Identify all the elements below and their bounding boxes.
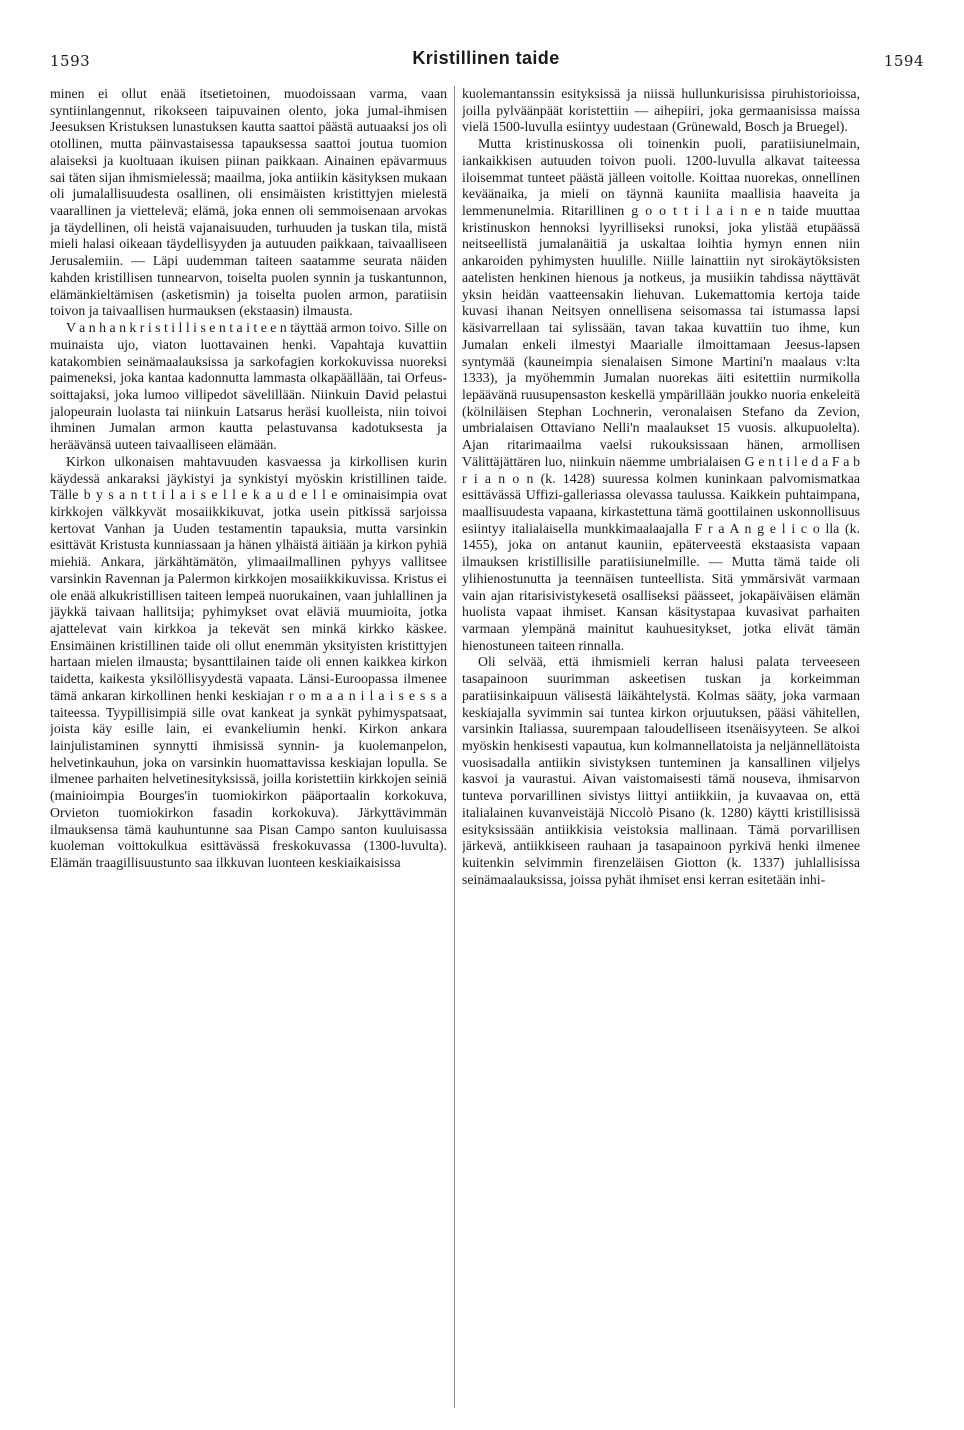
paragraph: minen ei ollut enää itsetietoinen, muodoissaan varma, vaan syntiinlangennut, rikokseen taipuvainen olento, joka jumal-ihmisen Jeesuksen Kristuksen lunastuksen kautta saattoi päästä autuaaksi jos oli otollinen, mutta päinvastaisessa tapauksessa saattoi joutua tuomion alaiseksi ja kuoltuaan ikuisen piinan paikkaan. Ainainen epävarmuus sai täten sijan ihmismielessä; maailma, joka antiikin käsityksen mukaan oli jumalallisuudesta osallinen, oli ensimäisten kristittyjen mielestä vaarallinen ja viettelevä; elämä, joka ennen oli semmoisenaan arvokas ja täydellinen, oli heistä vajanaisuuden, turhuuden ja tuskan tila, mistä mieli halasi oikeaan täydellisyyden ja autuuden paikkaan, taivaalliseen Jerusalemiin. — Läpi uudemman taiteen saatamme seurata näiden kahden kristillisen tunnearvon, toiselta puolen synnin ja tuskantunnon, elämänkieltämisen (asketismin) ja toiselta puolen armon, paratiisin toivon ja taivaallisen hurmauksen (ekstaasin) ilmausta. — [50, 86, 447, 319]
page-header — [46, 48, 926, 72]
page-number-right: 1594 — [883, 52, 924, 70]
paragraph: Kirkon ulkonaisen mahtavuuden kasvaessa ja kirkollisen kurin käydessä ankaraksi jäykistyi ja synkistyi myöskin kristillinen taide. Tälle b y s a n t t i l a i s e l l e k a u d e l l e ominaisimpia ovat kirkkojen välkkyvät mosaiikkikuvat, jotka usein pitkissä sarjoissa kertovat Vanhan ja Uuden testamentin tapauksia, mutta varsinkin esittävät Kristusta kunniassaan ja hänen ylhäistä äitiään ja kirkon pyhiä miehiä. Ankara, järkähtämätön, ylimaailmallinen pyhyys vallitsee varsinkin Ravennan ja Palermon kirkkojen mosaiikkikuvissa. Kristus ei ole enää alkukristillisen taiteen lempeä nuorukainen, vaan juhlallinen ja jäykkä taivaan hallitsija; pyhimykset ovat eläviä muumioita, jotka ajattelevat vain kirkkoa ja tekevät sen minkä kirkko käskee. Ensimäinen kristillinen taide oli ollut enemmän yksityisten kristittyjen hartaan mielen ilmausta; bysanttilainen taide oli ennen kaikkea kirkon taidetta, kaikesta yksilöllisyydestä vapaata. Länsi-Euroopassa ilmenee tämä ankaran kirkollinen henki keskiajan r o m a a n i l a i s e s s a taiteessa. Tyypillisimpiä sille ovat kankeat ja synkät pyhimyspatsaat, joista käy esille lain, ei evankeliumin henki. Kirkon ankara lainjulistaminen synnytti ihmisissä synnin- ja kuolemanpelon, helvetinkauhun, joka on varsinkin huomattavissa keskiajan lopulla. Se ilmenee parhaiten helvetinesityksissä, joilla koristettiin kirkkojen seiniä (mainioimpia Bourges'in tuomiokirkon pääportaalin korkokuva, Orvieton tuomiokirkon fasadin korkokuva). Järkyttävimmän ilmauksensa tämä kauhuntunne saa Pisan Campo santon kuuluisassa kuoleman voittokulkua esittävässä freskokuvassa (1300-luvulta). Elämän traagillisuustunto saa ilkkuvan luonteen keskiaikaisissa — [50, 453, 447, 871]
paragraph: kuolemantanssin esityksissä ja niissä hullunkurisissa piruhistorioissa, joilla pylväänpäät koristettiin — aihepiiri, joka germaanisissa maissa vielä 1500-luvulla esiintyy uudestaan (Grünewald, Bosch ja Bruegel). — [462, 86, 860, 135]
running-title: Kristillinen taide — [412, 48, 560, 68]
right-column — [462, 86, 860, 1406]
column-divider — [454, 86, 455, 1408]
page-number-left: 1593 — [50, 52, 91, 70]
paragraph: Oli selvää, että ihmismieli kerran halusi palata terveeseen tasapainoon suurimman askeetisen tuskan ja korkeimman paratiisinkaipuun välisestä läikähtelystä. Kolmas sääty, joka varmaan keskiajalla syvimmin sai tuntea kirkon orjuutuksen, pääsi vähitellen, varsinkin Italiassa, suurempaan taloudelliseen itsenäisyyteen. Se alkoi myöskin henkisesti vapautua, kun kolmannellatoista ja neljännellätoista vuosisadalla antiikin sivistyksen tunteminen ja kansallinen viljelys kasvoi ja vaurastui. Aivan vaistomaisesti tämä nouseva, ihmisarvon tunteva porvarillinen sivistys liittyi antiikkiin, ja kuvaavaa on, että italialainen kuvanveistäjä Niccolò Pisano (k. 1280) käytti kristillisissä esityksissään antiikkisia veistoksia mallinaan. Tämä porvarillisen järkevä, antiikkiseen rauhaan ja tasapainoon pyrkivä henki ilmenee kuitenkin selvimmin firenzeläisen Giotton (k. 1337) juhlallisissa seinämaalauksissa, joissa pyhät ihmiset ensi kerran esitetään inhi- — [462, 654, 860, 887]
paragraph: V a n h a n k r i s t i l l i s e n t a i t e e n täyttää armon toivo. Sille on muinaista ujo, viaton luottavainen henki. Vapahtaja kuvattiin katakombien seinämaalauksissa ja sarkofagien korkokuvissa nuoreksi paimeneksi, joka kantaa kadonnutta lammasta olkapäällään, tai Orfeus-soittajaksi, joka lumoo villipedot sävelillään. Niinkuin David pelastui jalopeurain luolasta tai niinkuin Latsarus heräsi kuolleista, niin toivoi ihminen Jumalan armon kautta pelastuvansa kadotuksesta ja heräävänsä uuteen taivaalliseen elämään. — [50, 320, 447, 453]
paragraph: Mutta kristinuskossa oli toinenkin puoli, paratiisiunelmain, iankaikkisen autuuden toivon puoli. 1200-luvulla alkavat taiteessa iloisemmat tunteet päästä jälleen voitolle. Koittaa nuorekas, onnellinen keväänaika, ja mieli on täynnä kauniita maallisia haaveita ja lemmenunelmia. Ritarillinen g o o t t i l a i n e n taide muuttaa kristinuskon hennoksi lyyrilliseksi runoksi, joka ylistää etupäässä neitseellistä jumalanäitiä ja uskaltaa loihtia hymyn ennen niin ankaroiden pyhimysten huulille. Niille lainattiin nyt sirokäytöksisten aatelisten henkinen hienous ja notkeus, ja musiikin tahdissa näyttävät yksin heidän vaatteensakin liehuvan. Lukemattomia kertoja taide kuvasi ihanan Neitsyen onnellisena seisomassa tai istumassa lapsi käsivarrellaan tai sylissään, tavan takaa kuvattiin tuo ihme, kun Jumalan enkeli ilmestyi Maarialle ilmoittamaan Jeesus-lapsen syntymää (kauneimpia sienalaisen Simone Martini'n maalaus v:lta 1333), ja myöhemmin Jumalan nuorekas äiti esitettiin nurmikolla lepäävänä ruusupensaston keskellä ympärillään joukko nuoria enkeleitä (kölniläisen Stephan Lochnerin, veronalaisen Stefano da Zevion, umbrialaisen Ottaviano Nelli'n maalaukset 15 vuosis. alkupuolelta). Ajan ritarimaailma vaelsi rukouksissaan hänen, armollisen Välittäjättären luo, niinkuin näemme umbrialaisen G e n t i l e d a F a b r i a n o n (k. 1428) suuressa kolmen kuninkaan palvomismatkaa esittävässä Uffizi-galleriassa olevassa taulussa. Kaikkein puhtaimpana, maallisuudesta vapaana, kirkastettuna tämä goottilainen uskonnollisuus esiintyy italialaisella munkkimaalaajalla F r a A n g e l i c o lla (k. 1455), joka on antanut kauniin, epäterveestä ekstaasista vapaan ilmauksen kristillisille paratiisiunelmille. — Mutta tämä taide oli ylihienostunutta ja teennäisen tunteellista. Sitä ymmärsivät varmaan vain ajan ritarisivistykesetä osalliseksi päässeet, jokapäiväisen elämän huolista vapaat ihmiset. Kansan käsitystapaa kuvasivat parhaiten varmaan ylempänä mainitut kauhuesitykset, jotka elivät tämän hienostuneen taiteen rinnalla. — [462, 136, 860, 653]
left-column — [50, 86, 447, 1406]
